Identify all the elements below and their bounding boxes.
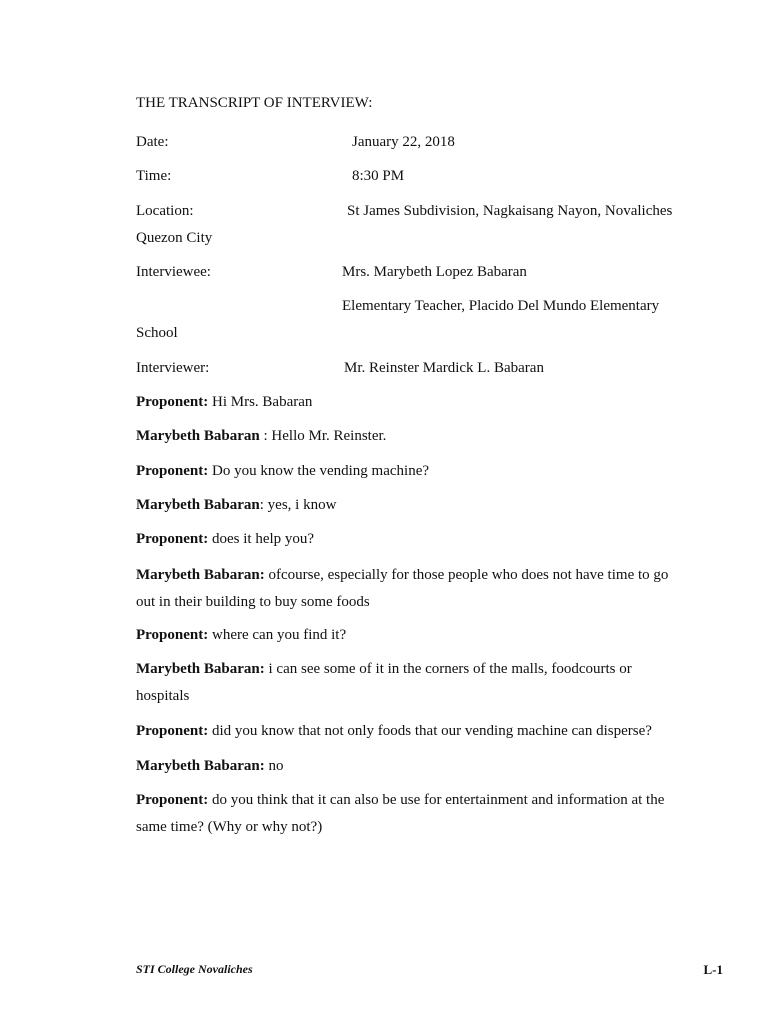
date-value: January 22, 2018 xyxy=(352,134,455,150)
speaker-name: Marybeth Babaran xyxy=(136,428,260,444)
dialogue-text: where can you find it? xyxy=(208,627,347,643)
interviewee-role: Elementary Teacher, Placido Del Mundo Elementary xyxy=(342,298,660,314)
speaker-name: Marybeth Babaran: xyxy=(136,567,265,583)
speaker-name: Proponent: xyxy=(136,531,209,547)
location-value-continued: Quezon City xyxy=(136,230,213,246)
dialogue-line xyxy=(136,787,681,841)
dialogue-text: do you think that it can also be use for entertainment and information at the same time? (Why or why not?) xyxy=(136,792,665,835)
speaker-name: Marybeth Babaran: xyxy=(136,661,265,677)
interviewee-role-continued: School xyxy=(136,325,178,341)
dialogue-line xyxy=(136,492,681,519)
footer-school-name: STI College Novaliches xyxy=(136,962,253,976)
dialogue-line xyxy=(136,458,681,485)
speaker-name: Marybeth Babaran: xyxy=(136,758,265,774)
transcript-heading: THE TRANSCRIPT OF INTERVIEW: xyxy=(136,95,373,111)
speaker-name: Proponent: xyxy=(136,394,209,410)
dialogue-line xyxy=(136,389,681,416)
interviewer-name: Mr. Reinster Mardick L. Babaran xyxy=(344,360,544,376)
interviewee-name: Mrs. Marybeth Lopez Babaran xyxy=(342,264,527,280)
footer-page-label: L-1 xyxy=(703,962,723,977)
dialogue-text: : Hello Mr. Reinster. xyxy=(259,428,387,444)
dialogue-text: : yes, i know xyxy=(259,497,337,513)
dialogue-line xyxy=(136,718,681,745)
dialogue-text: did you know that not only foods that our vending machine can disperse? xyxy=(208,723,652,739)
dialogue-text: does it help you? xyxy=(208,531,315,547)
time-label: Time: xyxy=(136,168,172,184)
speaker-name: Marybeth Babaran xyxy=(136,497,260,513)
dialogue-text: Do you know the vending machine? xyxy=(208,463,430,479)
dialogue-text: Hi Mrs. Babaran xyxy=(208,394,313,410)
dialogue-line xyxy=(136,526,681,553)
dialogue-line xyxy=(136,656,681,710)
dialogue-line xyxy=(136,423,681,450)
time-value: 8:30 PM xyxy=(352,168,405,184)
interviewee-label: Interviewee: xyxy=(136,264,211,280)
dialogue-line xyxy=(136,622,681,649)
speaker-name: Proponent: xyxy=(136,792,209,808)
location-label: Location: xyxy=(136,203,194,219)
dialogue-line xyxy=(136,562,681,616)
dialogue-text: no xyxy=(264,758,284,774)
date-label: Date: xyxy=(136,134,169,150)
dialogue-text: ofcourse, especially for those people who does not have time to go out in their building to buy some foods xyxy=(136,567,669,610)
location-value: St James Subdivision, Nagkaisang Nayon, Novaliches xyxy=(347,203,673,219)
dialogue-line xyxy=(136,753,681,780)
dialogue-text: i can see some of it in the corners of the malls, foodcourts or hospitals xyxy=(136,661,632,704)
speaker-name: Proponent: xyxy=(136,463,209,479)
speaker-name: Proponent: xyxy=(136,627,209,643)
speaker-name: Proponent: xyxy=(136,723,209,739)
interviewer-label: Interviewer: xyxy=(136,360,210,376)
